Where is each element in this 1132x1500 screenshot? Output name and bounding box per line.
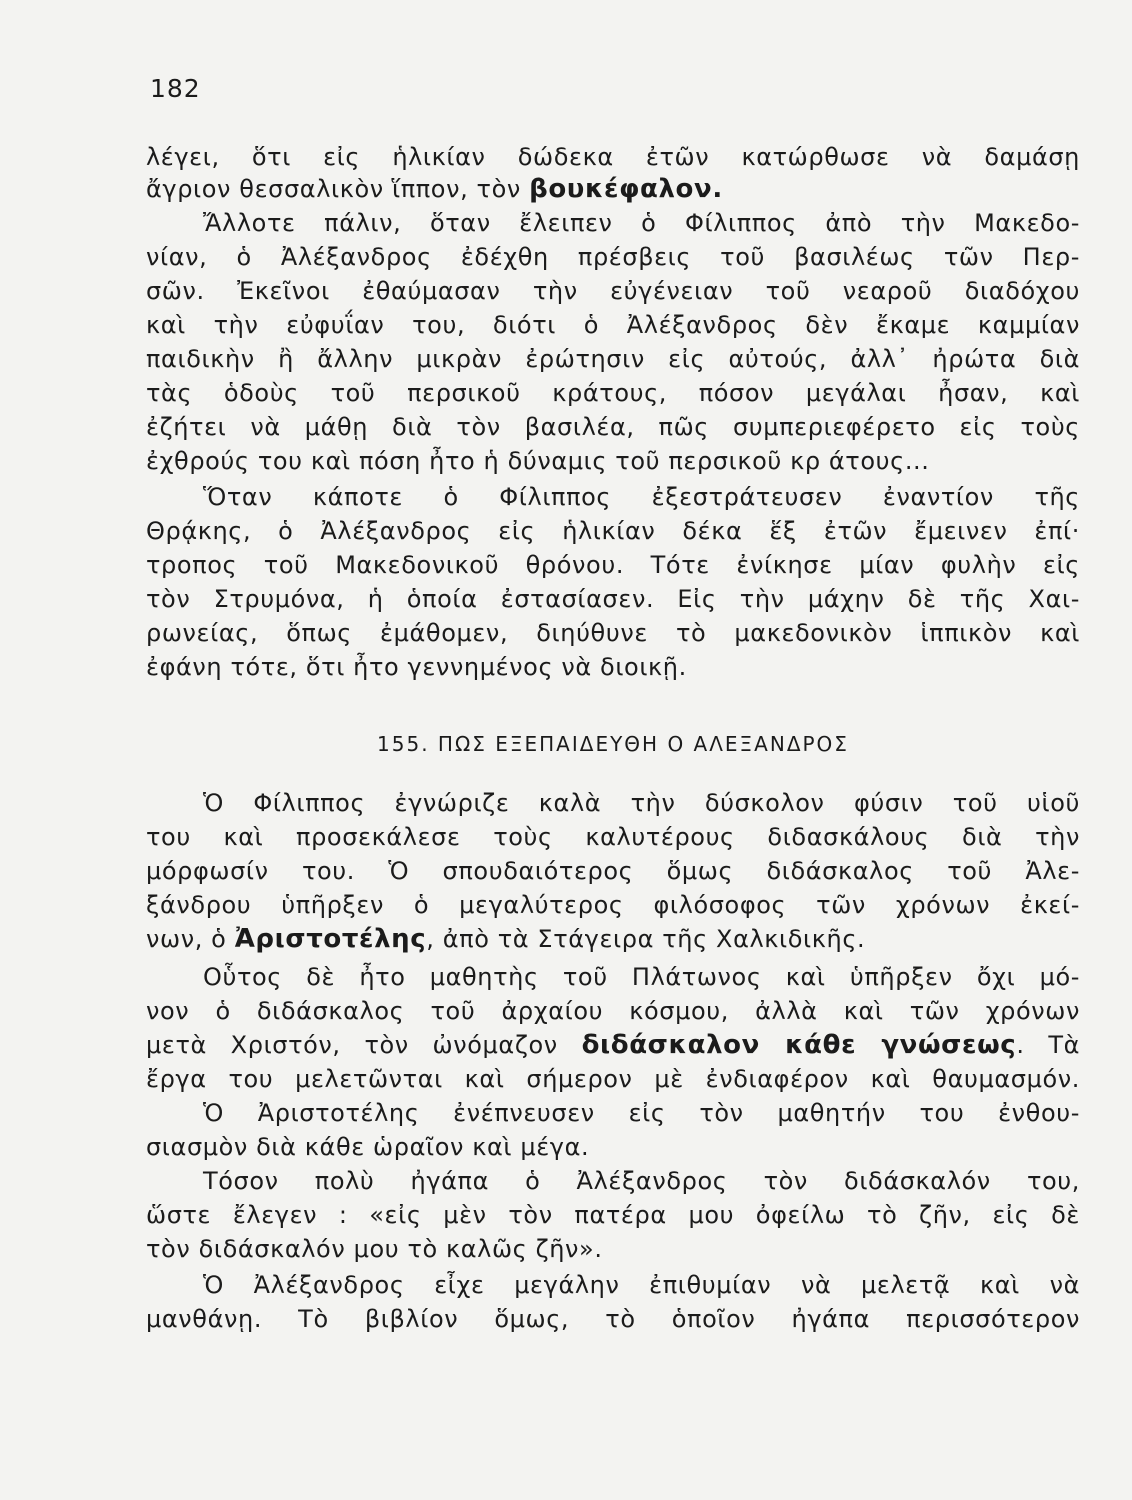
text-span: νων, ὁ <box>146 925 227 953</box>
text-line: μόρφωσίν του. Ὁ σπουδαιότερος ὅμως διδάσκαλος τοῦ Ἀλε- <box>146 857 1080 885</box>
text-line: σιασμὸν διὰ κάθε ὡραῖον καὶ μέγα. <box>146 1133 590 1161</box>
text-line: του καὶ προσεκάλεσε τοὺς καλυτέρους διδασκάλους διὰ τὴν <box>146 823 1080 851</box>
text-line: ἔργα του μελετῶνται καὶ σήμερον μὲ ἐνδιαφέρον καὶ θαυμασμόν. <box>146 1065 1080 1093</box>
text-line: Οὗτος δὲ ἦτο μαθητὴς τοῦ Πλάτωνος καὶ ὑπῆρξεν ὄχι μό- <box>203 963 1080 991</box>
text-span: , ἀπὸ τὰ Στάγειρα τῆς Χαλκιδικῆς. <box>426 925 866 953</box>
text-line: νον ὁ διδάσκαλος τοῦ ἀρχαίου κόσμου, ἀλλὰ καὶ τῶν χρόνων <box>146 997 1080 1025</box>
emphasis-aristoteles: Ἀριστοτέλης <box>234 924 427 954</box>
text-line <box>146 172 1080 206</box>
text-line: ὥστε ἔλεγεν : «εἰς μὲν τὸν πατέρα μου ὀφείλω τὸ ζῆν, εἰς δὲ <box>146 1201 1080 1229</box>
text-line: Τόσον πολὺ ἠγάπα ὁ Ἀλέξανδρος τὸν διδάσκαλόν του, <box>203 1167 1080 1195</box>
text-line: ἐφάνη τότε, ὅτι ἦτο γεννημένος νὰ διοικῇ. <box>146 653 687 681</box>
text-line: τὰς ὁδοὺς τοῦ περσικοῦ κράτους, πόσον μεγάλαι ἦσαν, καὶ <box>146 379 1080 407</box>
text-line: Ὁ Ἀλέξανδρος εἶχε μεγάλην ἐπιθυμίαν νὰ μελετᾷ καὶ νὰ <box>203 1271 1080 1299</box>
text-line: Ὅταν κάποτε ὁ Φίλιππος ἐξεστράτευσεν ἐναντίον τῆς <box>203 483 1080 511</box>
text-line: τὸν διδάσκαλόν μου τὸ καλῶς ζῆν». <box>146 1235 603 1263</box>
text-line: ρωνείας, ὅπως ἐμάθομεν, διηύθυνε τὸ μακεδονικὸν ἱππικὸν καὶ <box>146 619 1080 647</box>
text-line: Θρᾴκης, ὁ Ἀλέξανδρος εἰς ἡλικίαν δέκα ἕξ ἐτῶν ἔμεινεν ἐπί· <box>146 517 1080 545</box>
text-line <box>146 1028 1080 1062</box>
emphasis-teacher-of-knowledge: διδάσκαλον κάθε γνώσεως <box>581 1030 1017 1060</box>
text-line: Ἄλλοτε πάλιν, ὅταν ἔλειπεν ὁ Φίλιππος ἀπὸ τὴν Μακεδο- <box>203 209 1080 237</box>
emphasis-bukefalos: βουκέφαλον. <box>529 174 723 204</box>
page-number: 182 <box>150 74 201 103</box>
text-line: νίαν, ὁ Ἀλέξανδρος ἐδέχθη πρέσβεις τοῦ βασιλέως τῶν Περ- <box>146 243 1080 271</box>
text-span: . Τὰ <box>1016 1031 1080 1059</box>
text-line: τροπος τοῦ Μακεδονικοῦ θρόνου. Τότε ἐνίκησε μίαν φυλὴν εἰς <box>146 551 1080 579</box>
text-span: μετὰ Χριστόν, τὸν ὠνόμαζον <box>146 1031 558 1059</box>
text-line: λέγει, ὅτι εἰς ἡλικίαν δώδεκα ἐτῶν κατώρθωσε νὰ δαμάσῃ <box>146 143 1080 171</box>
text-line: ξάνδρου ὑπῆρξεν ὁ μεγαλύτερος φιλόσοφος τῶν χρόνων ἐκεί- <box>146 891 1080 919</box>
text-line: Ὁ Φίλιππος ἐγνώριζε καλὰ τὴν δύσκολον φύσιν τοῦ υἱοῦ <box>203 789 1080 817</box>
text-line: τὸν Στρυμόνα, ἡ ὁποία ἐστασίασεν. Εἰς τὴν μάχην δὲ τῆς Χαι- <box>146 585 1080 613</box>
text-line: παιδικὴν ἢ ἄλλην μικρὰν ἐρώτησιν εἰς αὐτούς, ἀλλ᾽ ἠρώτα διὰ <box>146 345 1080 373</box>
text-line: Ὁ Ἀριστοτέλης ἐνέπνευσεν εἰς τὸν μαθητήν του ἐνθου- <box>203 1099 1080 1127</box>
text-line: καὶ τὴν εὐφυΐαν του, διότι ὁ Ἀλέξανδρος δὲν ἔκαμε καμμίαν <box>146 311 1080 339</box>
section-heading: 155. ΠΩΣ ΕΞΕΠΑΙΔΕΥΘΗ Ο ΑΛΕΞΑΝΔΡΟΣ <box>377 732 849 756</box>
text-line: μανθάνῃ. Τὸ βιβλίον ὅμως, τὸ ὁποῖον ἠγάπα περισσότερον <box>146 1305 1080 1333</box>
text-line: σῶν. Ἐκεῖνοι ἐθαύμασαν τὴν εὐγένειαν τοῦ νεαροῦ διαδόχου <box>146 277 1080 305</box>
text-line: ἐχθρούς του καὶ πόση ἦτο ἡ δύναμις τοῦ περσικοῦ κρ άτους... <box>146 447 930 475</box>
text-line <box>146 922 1080 956</box>
text-span: ἄγριον θεσσαλικὸν ἵππον, τὸν <box>146 175 521 203</box>
text-line: ἐζήτει νὰ μάθῃ διὰ τὸν βασιλέα, πῶς συμπεριεφέρετο εἰς τοὺς <box>146 413 1080 441</box>
